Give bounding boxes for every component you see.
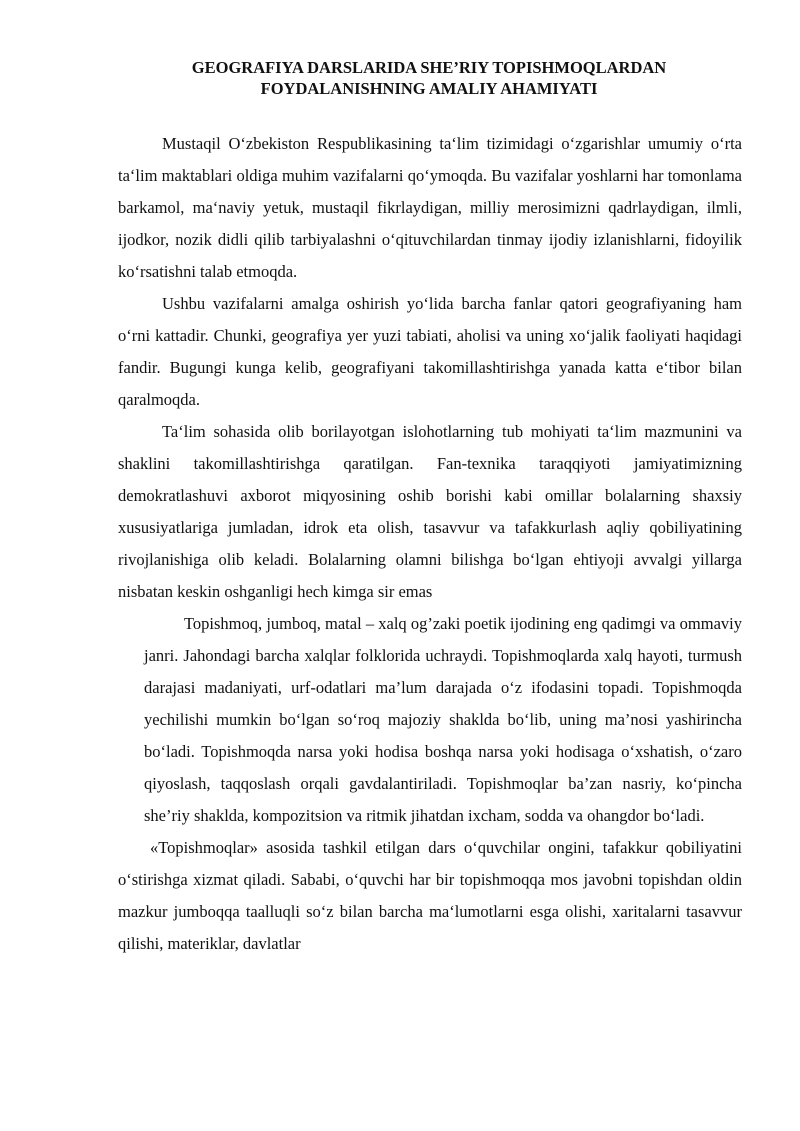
paragraph-5: «Topishmoqlar» asosida tashkil etilgan dars o‘quvchilar ongini, tafakkur qobiliyatini o‘stirishga xizmat qiladi. Sababi, o‘quvchi har bir topishmoqqa mos javobni topishdan oldin mazkur jumboqqa taalluqli so‘z bilan barcha ma‘lumotlarni esga olishi, xaritalarni tasavvur qilishi, materiklar, davlatlar	[118, 838, 742, 953]
paragraph-3: Ta‘lim sohasida olib borilayotgan islohotlarning tub mohiyati ta‘lim mazmunini va shaklini takomillashtirishga qaratilgan. Fan-texnika taraqqiyoti jamiyatimizning demokratlashuvi axborot miqyosining oshib borishi kabi omillar bolalarning shaxsiy xususiyatlariga jumladan, idrok eta olish, tasavvur va tafakkurlash aqliy qobiliyatining rivojlanishiga olib keladi. Bolalarning olamni bilishga bo‘lgan ehtiyoji avvalgi yillarga nisbatan keskin oshganligi hech kimga sir emas	[118, 422, 742, 601]
paragraph-2: Ushbu vazifalarni amalga oshirish yo‘lida barcha fanlar qatori geografiyaning ham o‘rni kattadir. Chunki, geografiya yer yuzi tabiati, aholisi va uning xo‘jalik faoliyati haqidagi fandir. Bugungi kunga kelib, geografiyani takomillashtirishga yanada katta e‘tibor bilan qaralmoqda.	[118, 294, 742, 409]
document-title	[118, 57, 740, 99]
paragraph-4-indented-block: Topishmoq, jumboq, matal – xalq og’zaki poetik ijodining eng qadimgi va ommaviy janri. Jahondagi barcha xalqlar folklorida uchraydi. Topishmoqlarda xalq hayoti, turmush darajasi madaniyati, urf-odatlari ma’lum darajada o‘z ifodasini topadi. Topishmoqda yechilishi mumkin bo‘lgan so‘roq majoziy shaklda bo‘lib, uning ma’nosi yashirincha bo‘ladi. Topishmoqda narsa yoki hodisa boshqa narsa yoki hodisaga o‘xshatish, o‘zaro qiyoslash, taqqoslash orqali gavdalantiriladi. Topishmoqlar ba’zan nasriy, ko‘pincha she’riy shaklda, kompozitsion va ritmik jihatdan ixcham, sodda va ohangdor bo‘ladi.	[144, 614, 742, 825]
title-line-2: FOYDALANISHNING AMALIY AHAMIYATI	[260, 79, 598, 98]
document-body	[118, 128, 742, 960]
title-line-1: GEOGRAFIYA DARSLARIDA SHE’RIY TOPISHMOQLARDAN	[191, 58, 667, 77]
paragraph-1: Mustaqil O‘zbekiston Respublikasining ta‘lim tizimidagi o‘zgarishlar umumiy o‘rta ta‘lim maktablari oldiga muhim vazifalarni qo‘ymoqda. Bu vazifalar yoshlarni har tomonlama barkamol, ma‘naviy yetuk, mustaqil fikrlaydigan, milliy merosimizni qadrlaydigan, ilmli, ijodkor, nozik didli qilib tarbiyalashni o‘qituvchilardan tinmay ijodiy izlanishlarni, fidoyilik ko‘rsatishni talab etmoqda.	[118, 134, 742, 281]
